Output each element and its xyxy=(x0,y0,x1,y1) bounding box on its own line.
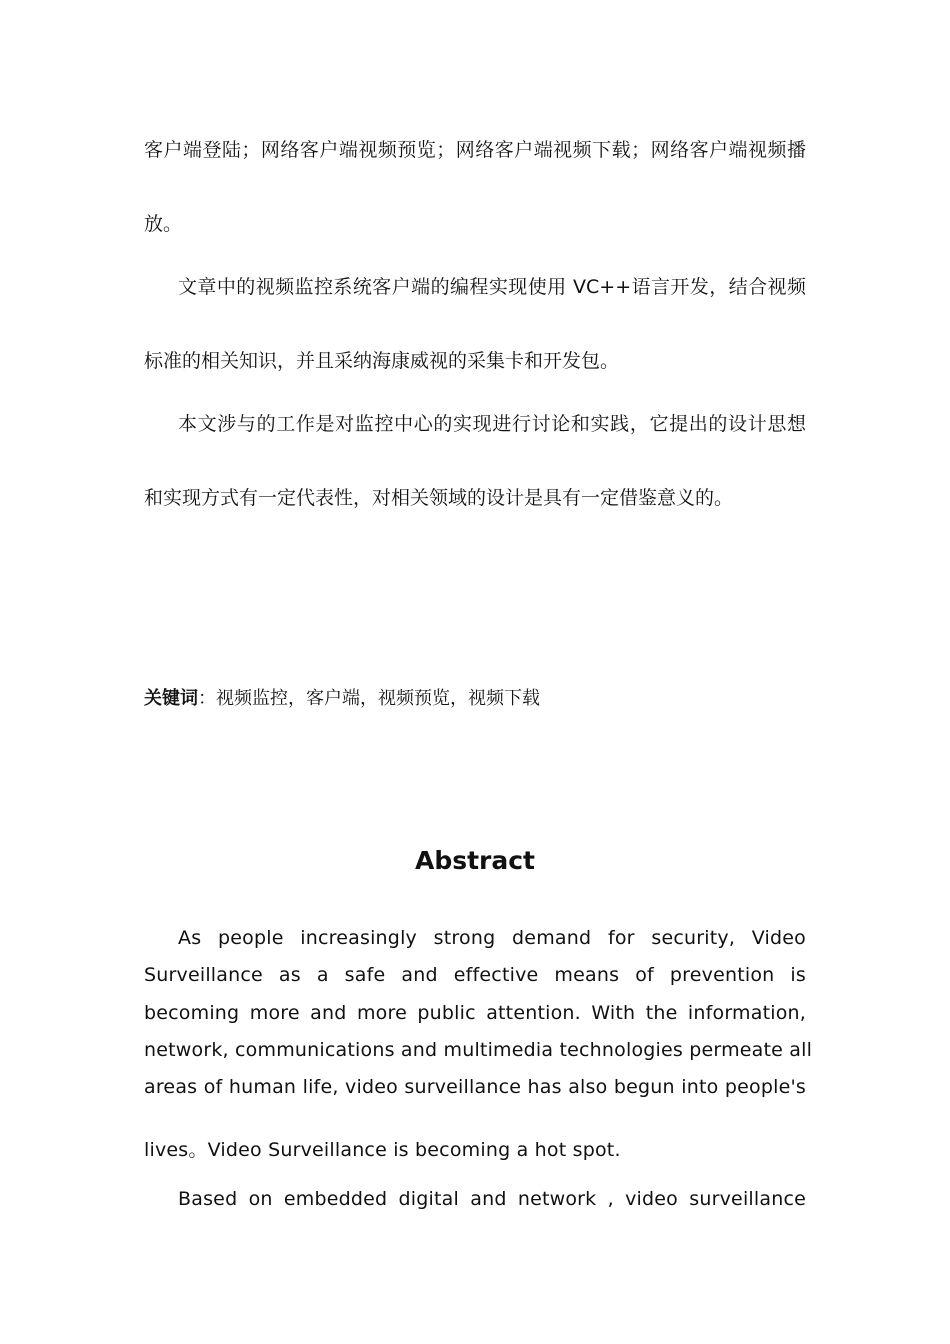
abstract-paragraph-1-line-3: becoming more and more public attention. With the information, xyxy=(144,1002,806,1024)
abstract-title: Abstract xyxy=(414,846,536,875)
keywords-separator: ： xyxy=(198,688,216,709)
abstract-paragraph-1-line-2: Surveillance as a safe and effective means of prevention is xyxy=(144,964,806,986)
abstract-paragraph-1-line-5: areas of human life, video surveillance has also begun into people's xyxy=(144,1076,806,1098)
zh-paragraph-1-line-1: 客户端登陆；网络客户端视频预览；网络客户端视频下载；网络客户端视频播 xyxy=(144,139,806,161)
zh-paragraph-3-line-1: 本文涉与的工作是对监控中心的实现进行讨论和实践，它提出的设计思想 xyxy=(178,413,806,435)
keywords-label: 关键词 xyxy=(144,688,198,709)
abstract-paragraph-1-line-1: As people increasingly strong demand for security, Video xyxy=(178,927,806,949)
zh-paragraph-1-line-2: 放。 xyxy=(144,213,183,235)
abstract-paragraph-1-line-6: lives。Video Surveillance is becoming a hot spot. xyxy=(144,1139,621,1161)
zh-paragraph-3-line-2: 和实现方式有一定代表性，对相关领域的设计是具有一定借鉴意义的。 xyxy=(144,487,734,509)
keywords-line xyxy=(144,689,540,709)
zh-paragraph-2-line-1: 文章中的视频监控系统客户端的编程实现使用 VC++语言开发，结合视频 xyxy=(178,276,806,298)
abstract-paragraph-1-line-4: network, communications and multimedia technologies permeate all xyxy=(144,1039,813,1061)
abstract-paragraph-2-line-1: Based on embedded digital and network , video surveillance xyxy=(178,1188,806,1210)
keywords-value: 视频监控，客户端，视频预览，视频下载 xyxy=(216,688,540,709)
zh-paragraph-2-line-2: 标准的相关知识，并且采纳海康威视的采集卡和开发包。 xyxy=(144,350,620,372)
